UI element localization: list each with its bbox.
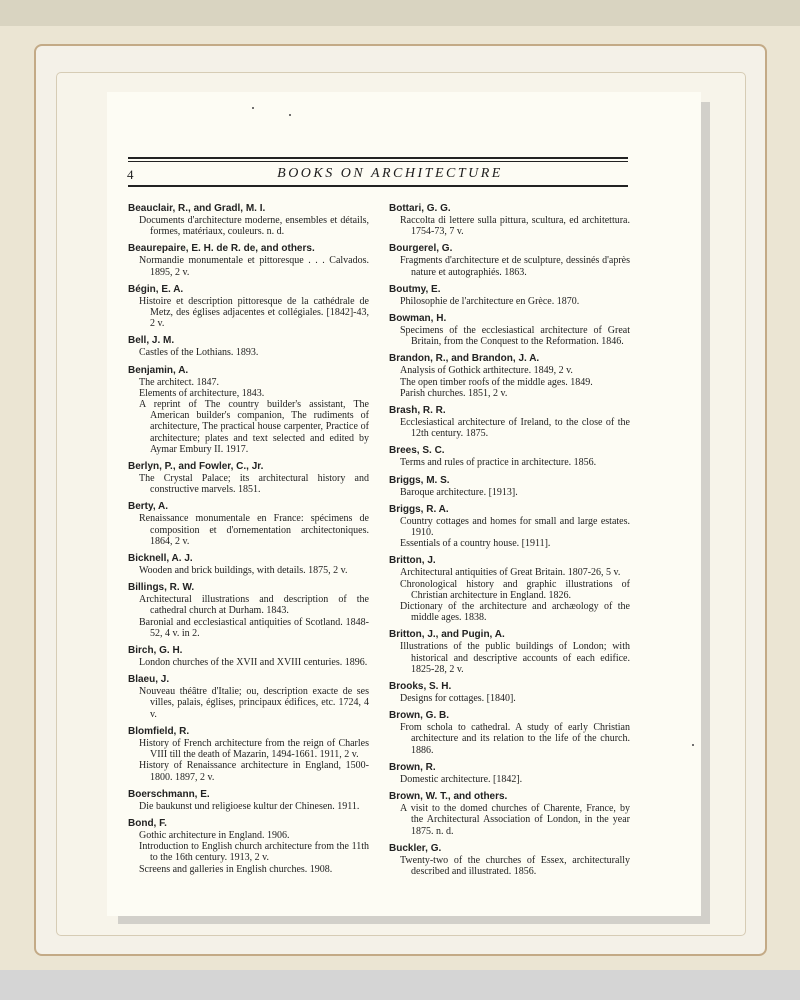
bibliography-entry	[389, 762, 630, 785]
author-heading: Brandon, R., and Brandon, J. A.	[389, 353, 540, 365]
work-title: Country cottages and homes for small and large estates. 1910.	[400, 515, 630, 539]
work-title: Twenty-two of the churches of Essex, architecturally described and illustrated. 1856.	[400, 854, 630, 877]
work-title: Die baukunst und religioese kultur der Chinesen. 1911.	[139, 800, 360, 812]
bibliography-entry	[128, 789, 369, 812]
work-title: The Crystal Palace; its architectural history and constructive marvels. 1851.	[139, 473, 369, 496]
bibliography-entry	[128, 501, 369, 547]
work-title: Nouveau théâtre d'Italie; ou, description exacte de ses villes, palais, églises, principaux édifices, etc. 1724, 4 v.	[139, 686, 369, 720]
header-rule-top-thin	[128, 161, 628, 162]
work-title: Fragments d'architecture et de sculpture, dessinés d'après nature et autographiés. 1863.	[400, 255, 630, 278]
bibliography-entry	[128, 674, 369, 720]
work-title: From schola to cathedral. A study of early Christian architecture and its relation to the life of the church. 1886.	[400, 722, 630, 756]
work-title: Baronial and ecclesiastical antiquities of Scotland. 1848-52, 4 v. in 2.	[139, 616, 369, 639]
work-title: Elements of architecture, 1843.	[139, 387, 265, 399]
author-heading: Bottari, G. G.	[389, 203, 451, 214]
bibliography-entry	[389, 555, 630, 623]
author-heading: Bond, F.	[128, 817, 167, 829]
bibliography-entry	[128, 726, 369, 783]
work-title: History of Renaissance architecture in England, 1500-1800. 1897, 2 v.	[139, 760, 369, 783]
author-heading: Bourgerel, G.	[389, 243, 453, 255]
bibliography-entry	[389, 843, 630, 877]
author-heading: Briggs, M. S.	[389, 474, 450, 486]
top-bar	[0, 0, 800, 26]
work-title: Chronological history and graphic illustrations of Christian architecture in England. 1826.	[400, 578, 630, 601]
header-rule-bottom	[128, 185, 628, 187]
author-heading: Briggs, R. A.	[389, 503, 449, 515]
author-heading: Bégin, E. A.	[128, 283, 184, 295]
bibliography-entry	[389, 710, 630, 756]
work-title: The architect. 1847.	[139, 376, 219, 388]
bibliography-entry	[128, 818, 369, 875]
bibliography-entry	[389, 284, 630, 307]
work-title: History of French architecture from the reign of Charles VIII till the death of Mazarin, 1494-1661. 1911, 2 v.	[139, 737, 369, 761]
work-title: Dictionary of the architecture and archæology of the middle ages. 1838.	[400, 601, 630, 624]
work-title: Specimens of the ecclesiastical architecture of Great Britain, from the Conquest to the Reformation. 1846.	[400, 325, 630, 348]
bibliography-entry	[389, 629, 630, 675]
author-heading: Bowman, H.	[389, 313, 447, 325]
author-heading: Brash, R. R.	[389, 405, 446, 417]
author-heading: Blaeu, J.	[128, 674, 170, 686]
bibliography-entry	[389, 203, 630, 237]
page-number: 4	[127, 167, 134, 182]
work-title: Architectural illustrations and description of the cathedral church at Durham. 1843.	[139, 594, 369, 617]
author-heading: Berlyn, P., and Fowler, C., Jr.	[128, 461, 264, 473]
bibliography-entry	[128, 335, 369, 358]
author-heading: Blomfield, R.	[128, 725, 190, 737]
work-title: Normandie monumentale et pittoresque . . . Calvados. 1895, 2 v.	[139, 255, 369, 278]
work-title: Domestic architecture. [1842].	[400, 773, 523, 785]
author-heading: Birch, G. H.	[128, 645, 183, 657]
bibliography-entry	[389, 243, 630, 277]
left-column	[128, 203, 369, 881]
author-heading: Britton, J.	[389, 555, 436, 567]
work-title: Philosophie de l'architecture en Grèce. 1870.	[400, 295, 580, 307]
work-title: Renaissance monumentale en France: spécimens de composition et d'ornementation architectoniques. 1864, 2 v.	[139, 513, 369, 547]
right-column	[389, 203, 630, 883]
author-heading: Brown, G. B.	[389, 710, 449, 722]
bibliography-entry	[389, 791, 630, 837]
bibliography-entry	[128, 582, 369, 639]
author-heading: Boutmy, E.	[389, 283, 441, 295]
bibliography-entry	[389, 353, 630, 399]
work-title: Ecclesiastical architecture of Ireland, to the close of the 12th century. 1875.	[400, 417, 630, 440]
work-title: Screens and galleries in English churches. 1908.	[139, 863, 333, 875]
author-heading: Bell, J. M.	[128, 335, 175, 347]
work-title: Castles of the Lothians. 1893.	[139, 347, 259, 359]
work-title: London churches of the XVII and XVIII centuries. 1896.	[139, 657, 368, 669]
author-heading: Brooks, S. H.	[389, 681, 452, 693]
bibliography-entry	[389, 681, 630, 704]
ink-fleck	[692, 744, 694, 746]
work-title: Analysis of Gothick arthitecture. 1849, 2 v.	[400, 365, 573, 377]
author-heading: Boerschmann, E.	[128, 788, 210, 800]
bibliography-entry	[389, 504, 630, 550]
running-title: BOOKS ON ARCHITECTURE	[277, 166, 503, 181]
bibliography-entry	[389, 405, 630, 439]
ink-fleck	[289, 114, 291, 116]
author-heading: Brown, W. T., and others.	[389, 791, 508, 803]
bibliography-entry	[128, 365, 369, 455]
author-heading: Brees, S. C.	[389, 445, 445, 457]
work-title: Histoire et description pittoresque de la cathédrale de Metz, des églises adjacentes et collégiales. [1842]-43, 2 v.	[139, 295, 369, 330]
work-title: Introduction to English church architecture from the 11th to the 16th century. 1913, 2 v.	[139, 841, 369, 864]
bibliography-entry	[128, 461, 369, 495]
author-heading: Billings, R. W.	[128, 582, 195, 594]
bottom-bar	[0, 970, 800, 1000]
bibliography-entry	[128, 203, 369, 237]
work-title: A visit to the domed churches of Charente, France, by the Architectural Association of London, in the year 1875. n. d.	[400, 803, 630, 837]
work-title: A reprint of The country builder's assistant, The American builder's companion, The rudiments of architecture, The practical house carpenter, Practice of architecture; plates and text selected and edited by Aymar Embury II. 1917.	[139, 399, 369, 455]
bibliography-entry	[389, 445, 630, 468]
author-heading: Beauclair, R., and Gradl, M. I.	[128, 203, 266, 214]
work-title: Wooden and brick buildings, with details. 1875, 2 v.	[139, 565, 348, 577]
ink-fleck	[252, 107, 254, 109]
bibliography-entry	[389, 475, 630, 498]
work-title: Designs for cottages. [1840].	[400, 693, 516, 705]
bibliography-entry	[128, 553, 369, 576]
work-title: Illustrations of the public buildings of London; with historical and descriptive accounts of each edifice. 1825-28, 2 v.	[400, 641, 630, 675]
bibliography-entry	[389, 313, 630, 347]
bibliography-entry	[128, 645, 369, 668]
author-heading: Buckler, G.	[389, 842, 442, 854]
author-heading: Brown, R.	[389, 761, 436, 773]
author-heading: Britton, J., and Pugin, A.	[389, 629, 505, 641]
author-heading: Benjamin, A.	[128, 364, 189, 376]
header-rule-top	[128, 157, 628, 159]
work-title: Gothic architecture in England. 1906.	[139, 829, 290, 841]
work-title: The open timber roofs of the middle ages. 1849.	[400, 376, 593, 388]
bibliography-entry	[128, 284, 369, 330]
work-title: Essentials of a country house. [1911].	[400, 538, 551, 550]
work-title: Architectural antiquities of Great Britain. 1807-26, 5 v.	[400, 567, 621, 579]
work-title: Documents d'architecture moderne, ensembles et détails, formes, matériaux, couleurs. n. d.	[139, 215, 369, 238]
author-heading: Berty, A.	[128, 501, 169, 513]
work-title: Parish churches. 1851, 2 v.	[400, 387, 508, 399]
work-title: Raccolta di lettere sulla pittura, scultura, ed architettura. 1754-73, 7 v.	[400, 215, 630, 238]
author-heading: Beaurepaire, E. H. de R. de, and others.	[128, 243, 315, 255]
bibliography-entry	[128, 243, 369, 277]
work-title: Baroque architecture. [1913].	[400, 486, 518, 498]
work-title: Terms and rules of practice in architecture. 1856.	[400, 457, 597, 469]
author-heading: Bicknell, A. J.	[128, 553, 193, 565]
